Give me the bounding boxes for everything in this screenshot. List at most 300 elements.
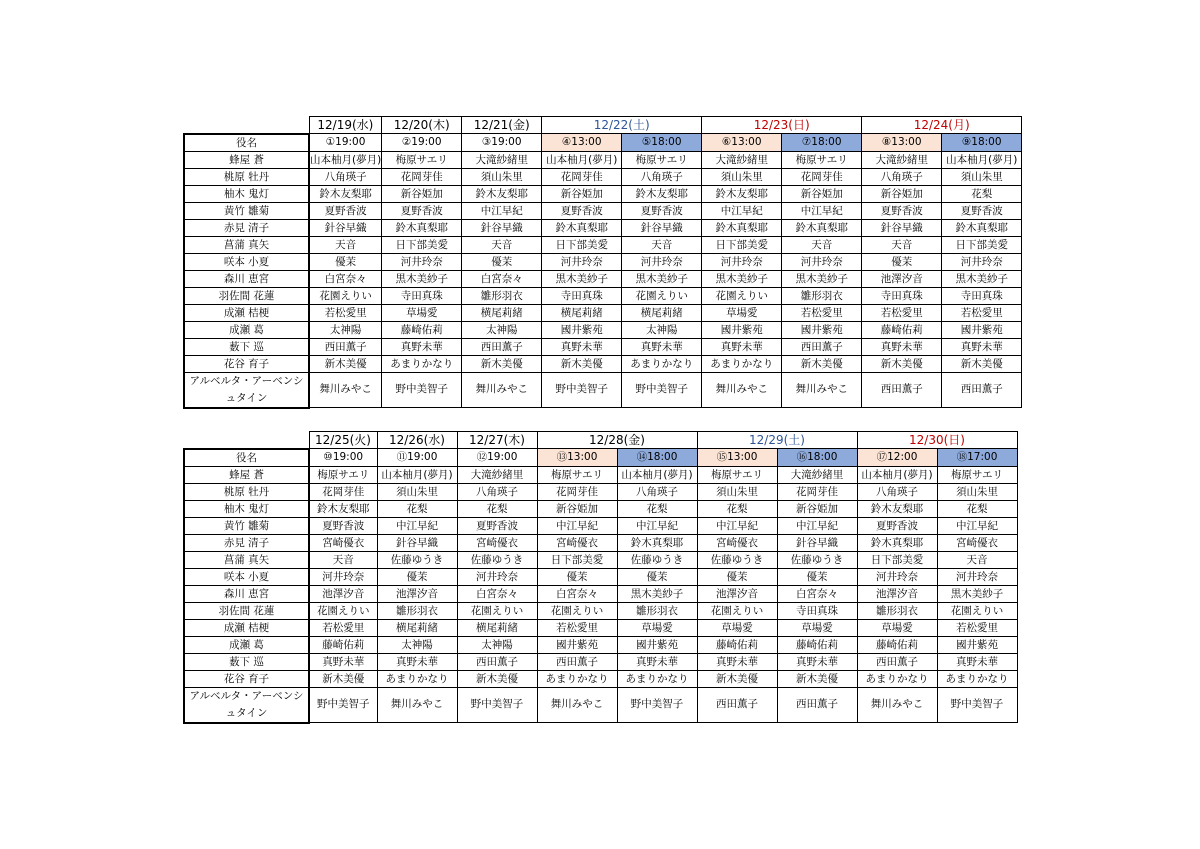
cast-name: 河井玲奈: [702, 253, 782, 270]
cast-name: 鈴木友梨耶: [622, 185, 702, 202]
cast-name: 花岡芽佳: [537, 483, 617, 500]
cast-name: 優茉: [697, 568, 777, 585]
cast-name: 日下部美愛: [537, 551, 617, 568]
role-name: 成瀬 桔梗: [184, 304, 309, 321]
cast-name: 國井紫苑: [537, 636, 617, 653]
cast-name: 山本柚月(夢月): [617, 466, 697, 483]
cast-name: 太神陽: [309, 321, 382, 338]
cast-name: 新谷姫加: [542, 185, 622, 202]
cast-name: 太神陽: [462, 321, 542, 338]
show-time: ⑰12:00: [857, 449, 937, 467]
cast-name: 河井玲奈: [382, 253, 462, 270]
cast-name: 花園えりい: [309, 287, 382, 304]
cast-name: 草場愛: [697, 619, 777, 636]
role-name: 薮下 巡: [184, 653, 309, 670]
cast-name: 鈴木真梨耶: [382, 219, 462, 236]
cast-name: 横尾莉緒: [377, 619, 457, 636]
cast-name: 夏野香波: [382, 202, 462, 219]
cast-name: 夏野香波: [622, 202, 702, 219]
cast-name: 佐藤ゆうき: [777, 551, 857, 568]
cast-row: [184, 338, 1022, 355]
cast-name: 新木美優: [777, 670, 857, 687]
cast-name: 草場愛: [382, 304, 462, 321]
cast-name: 梅原サエリ: [309, 466, 377, 483]
cast-name: 大滝紗緒里: [462, 151, 542, 168]
cast-name: 國井紫苑: [542, 321, 622, 338]
cast-name: 若松愛里: [937, 619, 1017, 636]
cast-name: 草場愛: [857, 619, 937, 636]
cast-row: [184, 151, 1022, 168]
show-time: ⑱17:00: [937, 449, 1017, 467]
cast-name: 須山朱里: [377, 483, 457, 500]
show-time: ⑫19:00: [457, 449, 537, 467]
cast-row: [184, 287, 1022, 304]
cast-name: 優茉: [309, 253, 382, 270]
cast-name: 天音: [782, 236, 862, 253]
cast-name: 中江早紀: [462, 202, 542, 219]
cast-name: 花岡芽佳: [309, 483, 377, 500]
cast-name: 天音: [462, 236, 542, 253]
cast-name: 花園えりい: [937, 602, 1017, 619]
cast-name: 草場愛: [617, 619, 697, 636]
show-time: ⑨18:00: [942, 134, 1022, 152]
cast-name: 花岡芽佳: [782, 168, 862, 185]
cast-name: 太神陽: [622, 321, 702, 338]
cast-name: 雛形羽衣: [857, 602, 937, 619]
date-header: 12/26(水): [377, 432, 457, 449]
cast-name: 真野未華: [862, 338, 942, 355]
cast-name: 佐藤ゆうき: [617, 551, 697, 568]
cast-name: 新木美優: [942, 355, 1022, 372]
cast-row: [184, 687, 1017, 723]
cast-row: [184, 466, 1017, 483]
cast-name: 山本柚月(夢月): [309, 151, 382, 168]
date-header: 12/23(日): [702, 117, 862, 134]
cast-name: 須山朱里: [702, 168, 782, 185]
cast-name: 國井紫苑: [782, 321, 862, 338]
date-header: 12/30(日): [857, 432, 1017, 449]
cast-name: 大滝紗緒里: [457, 466, 537, 483]
role-name: 蜂屋 蒼: [184, 151, 309, 168]
cast-name: 宮崎優衣: [937, 534, 1017, 551]
cast-name: 花梨: [942, 185, 1022, 202]
date-header: 12/20(木): [382, 117, 462, 134]
cast-name: 中江早紀: [702, 202, 782, 219]
role-header: 役名: [184, 449, 309, 467]
role-name: 成瀬 葛: [184, 321, 309, 338]
cast-name: 藤崎佑莉: [862, 321, 942, 338]
show-time-row: [184, 134, 1022, 152]
role-name: 柚木 鬼灯: [184, 500, 309, 517]
cast-name: 夏野香波: [309, 517, 377, 534]
cast-name: 山本柚月(夢月): [542, 151, 622, 168]
cast-name: 中江早紀: [937, 517, 1017, 534]
cast-name: 池澤汐音: [857, 585, 937, 602]
cast-name: 横尾莉緒: [542, 304, 622, 321]
cast-name: 針谷早織: [622, 219, 702, 236]
cast-name: 黒木美紗子: [622, 270, 702, 287]
cast-row: [184, 355, 1022, 372]
cast-name: 梅原サエリ: [697, 466, 777, 483]
cast-name: 鈴木真梨耶: [942, 219, 1022, 236]
cast-name: 天音: [862, 236, 942, 253]
cast-name: 西田薫子: [457, 653, 537, 670]
cast-name: 白宮奈々: [537, 585, 617, 602]
cast-name: 池澤汐音: [862, 270, 942, 287]
cast-name: 新木美優: [542, 355, 622, 372]
cast-name: 藤崎佑莉: [777, 636, 857, 653]
cast-name: 舞川みやこ: [702, 372, 782, 408]
role-name: 成瀬 葛: [184, 636, 309, 653]
cast-name: 真野未華: [377, 653, 457, 670]
cast-name: 西田薫子: [777, 687, 857, 723]
cast-row: [184, 636, 1017, 653]
cast-name: 中江早紀: [697, 517, 777, 534]
cast-name: 花梨: [377, 500, 457, 517]
cast-name: 藤崎佑莉: [857, 636, 937, 653]
cast-name: 横尾莉緒: [622, 304, 702, 321]
cast-name: 夏野香波: [862, 202, 942, 219]
cast-name: あまりかなり: [702, 355, 782, 372]
cast-name: 真野未華: [942, 338, 1022, 355]
date-header: 12/29(土): [697, 432, 857, 449]
cast-name: 河井玲奈: [782, 253, 862, 270]
cast-name: あまりかなり: [377, 670, 457, 687]
cast-name: 花園えりい: [457, 602, 537, 619]
cast-name: 黒木美紗子: [542, 270, 622, 287]
cast-name: あまりかなり: [857, 670, 937, 687]
cast-name: 西田薫子: [462, 338, 542, 355]
cast-name: 野中美智子: [617, 687, 697, 723]
cast-name: 鈴木真梨耶: [542, 219, 622, 236]
role-name: 菖蒲 真矢: [184, 236, 309, 253]
cast-name: 舞川みやこ: [462, 372, 542, 408]
blank-corner: [184, 117, 309, 134]
cast-name: 寺田真珠: [862, 287, 942, 304]
date-header: 12/27(木): [457, 432, 537, 449]
cast-name: 國井紫苑: [937, 636, 1017, 653]
cast-name: 花園えりい: [697, 602, 777, 619]
cast-name: 新谷姫加: [862, 185, 942, 202]
cast-name: 花梨: [617, 500, 697, 517]
cast-name: 中江早紀: [777, 517, 857, 534]
cast-name: 優茉: [862, 253, 942, 270]
cast-name: 日下部美愛: [382, 236, 462, 253]
cast-name: 優茉: [617, 568, 697, 585]
cast-name: 新木美優: [782, 355, 862, 372]
cast-row: [184, 551, 1017, 568]
cast-name: 天音: [309, 551, 377, 568]
cast-name: 八角瑛子: [309, 168, 382, 185]
cast-row: [184, 602, 1017, 619]
cast-name: 野中美智子: [937, 687, 1017, 723]
cast-name: 真野未華: [617, 653, 697, 670]
role-name: 桃原 牡丹: [184, 168, 309, 185]
cast-name: 西田薫子: [309, 338, 382, 355]
cast-name: 鈴木友梨耶: [309, 500, 377, 517]
role-name: 黄竹 雛菊: [184, 202, 309, 219]
cast-name: 真野未華: [937, 653, 1017, 670]
cast-name: 鈴木真梨耶: [617, 534, 697, 551]
cast-name: 新谷姫加: [382, 185, 462, 202]
role-name: 咲本 小夏: [184, 568, 309, 585]
cast-name: 野中美智子: [457, 687, 537, 723]
role-name: 成瀬 桔梗: [184, 619, 309, 636]
cast-name: 夏野香波: [857, 517, 937, 534]
cast-name: 河井玲奈: [542, 253, 622, 270]
cast-name: 山本柚月(夢月): [942, 151, 1022, 168]
cast-name: あまりかなり: [537, 670, 617, 687]
cast-name: 雛形羽衣: [782, 287, 862, 304]
cast-name: 夏野香波: [309, 202, 382, 219]
cast-name: 針谷早織: [777, 534, 857, 551]
cast-name: 若松愛里: [782, 304, 862, 321]
show-time: ⑭18:00: [617, 449, 697, 467]
cast-name: 八角瑛子: [622, 168, 702, 185]
cast-row: [184, 619, 1017, 636]
role-name: 菖蒲 真矢: [184, 551, 309, 568]
cast-name: 新谷姫加: [537, 500, 617, 517]
cast-name: 横尾莉緒: [462, 304, 542, 321]
cast-name: 雛形羽衣: [462, 287, 542, 304]
cast-name: 鈴木真梨耶: [782, 219, 862, 236]
cast-name: 西田薫子: [537, 653, 617, 670]
cast-name: 新木美優: [462, 355, 542, 372]
cast-name: 寺田真珠: [542, 287, 622, 304]
show-time: ⑬13:00: [537, 449, 617, 467]
cast-name: 天音: [937, 551, 1017, 568]
cast-name: 真野未華: [697, 653, 777, 670]
cast-name: 夏野香波: [942, 202, 1022, 219]
cast-name: 花園えりい: [537, 602, 617, 619]
date-header: 12/24(月): [862, 117, 1022, 134]
show-time: ⑧13:00: [862, 134, 942, 152]
cast-name: 佐藤ゆうき: [377, 551, 457, 568]
cast-name: 中江早紀: [617, 517, 697, 534]
cast-name: 太神陽: [457, 636, 537, 653]
cast-name: 寺田真珠: [777, 602, 857, 619]
cast-name: 若松愛里: [862, 304, 942, 321]
cast-name: 新木美優: [457, 670, 537, 687]
cast-name: 池澤汐音: [377, 585, 457, 602]
cast-name: 天音: [309, 236, 382, 253]
show-time: ⑯18:00: [777, 449, 857, 467]
cast-row: [184, 500, 1017, 517]
cast-name: 夏野香波: [457, 517, 537, 534]
role-name: 赤見 清子: [184, 219, 309, 236]
show-time: ④13:00: [542, 134, 622, 152]
cast-name: 日下部美愛: [942, 236, 1022, 253]
cast-name: 宮崎優衣: [697, 534, 777, 551]
cast-name: 宮崎優衣: [457, 534, 537, 551]
cast-name: 真野未華: [702, 338, 782, 355]
role-name: 柚木 鬼灯: [184, 185, 309, 202]
cast-name: 黒木美紗子: [942, 270, 1022, 287]
cast-name: 黒木美紗子: [937, 585, 1017, 602]
cast-name: 國井紫苑: [702, 321, 782, 338]
cast-name: 河井玲奈: [857, 568, 937, 585]
cast-name: 佐藤ゆうき: [457, 551, 537, 568]
show-time: ⑩19:00: [309, 449, 377, 467]
cast-name: 河井玲奈: [457, 568, 537, 585]
cast-name: 白宮奈々: [457, 585, 537, 602]
cast-name: 新谷姫加: [777, 500, 857, 517]
cast-schedule-table-2: [183, 431, 1018, 724]
cast-name: 真野未華: [309, 653, 377, 670]
cast-row: [184, 253, 1022, 270]
role-header: 役名: [184, 134, 309, 152]
cast-name: 草場愛: [777, 619, 857, 636]
cast-row: [184, 670, 1017, 687]
cast-name: 八角瑛子: [457, 483, 537, 500]
cast-name: 八角瑛子: [857, 483, 937, 500]
role-name: 羽佐間 花蓮: [184, 287, 309, 304]
cast-name: 舞川みやこ: [857, 687, 937, 723]
cast-name: 梅原サエリ: [382, 151, 462, 168]
cast-name: 花岡芽佳: [542, 168, 622, 185]
cast-name: 鈴木真梨耶: [857, 534, 937, 551]
role-name: アルベルタ・アーベンシュタイン: [184, 687, 309, 723]
cast-name: 花園えりい: [622, 287, 702, 304]
cast-row: [184, 372, 1022, 408]
cast-name: 太神陽: [377, 636, 457, 653]
cast-name: 寺田真珠: [942, 287, 1022, 304]
show-time: ⑤18:00: [622, 134, 702, 152]
cast-name: 夏野香波: [542, 202, 622, 219]
show-time: ③19:00: [462, 134, 542, 152]
cast-name: 針谷早織: [309, 219, 382, 236]
cast-row: [184, 219, 1022, 236]
role-name: アルベルタ・アーベンシュタイン: [184, 372, 309, 408]
cast-name: 新木美優: [697, 670, 777, 687]
cast-name: あまりかなり: [622, 355, 702, 372]
cast-name: 宮崎優衣: [537, 534, 617, 551]
date-header: 12/21(金): [462, 117, 542, 134]
cast-name: 針谷早織: [862, 219, 942, 236]
date-header-row: [184, 432, 1017, 449]
cast-row: [184, 483, 1017, 500]
cast-name: 優茉: [462, 253, 542, 270]
role-name: 森川 恵宮: [184, 585, 309, 602]
cast-name: 梅原サエリ: [937, 466, 1017, 483]
cast-name: 野中美智子: [542, 372, 622, 408]
cast-name: 真野未華: [382, 338, 462, 355]
role-name: 黄竹 雛菊: [184, 517, 309, 534]
cast-name: 須山朱里: [937, 483, 1017, 500]
cast-name: 雛形羽衣: [377, 602, 457, 619]
cast-name: 藤崎佑莉: [697, 636, 777, 653]
cast-name: 真野未華: [777, 653, 857, 670]
cast-name: 針谷早織: [462, 219, 542, 236]
cast-name: 優茉: [777, 568, 857, 585]
cast-name: 國井紫苑: [617, 636, 697, 653]
cast-row: [184, 321, 1022, 338]
date-header: 12/19(水): [309, 117, 382, 134]
cast-name: 新木美優: [309, 670, 377, 687]
cast-name: あまりかなり: [617, 670, 697, 687]
cast-name: 鈴木友梨耶: [462, 185, 542, 202]
cast-name: 中江早紀: [782, 202, 862, 219]
cast-name: 鈴木真梨耶: [702, 219, 782, 236]
cast-name: 鈴木友梨耶: [857, 500, 937, 517]
cast-name: 優茉: [537, 568, 617, 585]
cast-name: 花梨: [937, 500, 1017, 517]
cast-row: [184, 304, 1022, 321]
cast-name: 池澤汐音: [309, 585, 377, 602]
cast-name: 西田薫子: [862, 372, 942, 408]
cast-name: 日下部美愛: [542, 236, 622, 253]
cast-name: 黒木美紗子: [382, 270, 462, 287]
cast-name: 大滝紗緒里: [862, 151, 942, 168]
cast-row: [184, 202, 1022, 219]
cast-name: 大滝紗緒里: [702, 151, 782, 168]
cast-name: 花梨: [697, 500, 777, 517]
cast-row: [184, 236, 1022, 253]
cast-name: あまりかなり: [937, 670, 1017, 687]
role-name: 花谷 育子: [184, 670, 309, 687]
cast-name: 中江早紀: [377, 517, 457, 534]
cast-schedule-table-1: [183, 116, 1022, 409]
cast-name: 藤崎佑莉: [309, 636, 377, 653]
cast-name: 若松愛里: [942, 304, 1022, 321]
cast-name: 若松愛里: [537, 619, 617, 636]
cast-name: 宮崎優衣: [309, 534, 377, 551]
cast-name: 雛形羽衣: [617, 602, 697, 619]
cast-name: 中江早紀: [537, 517, 617, 534]
cast-name: 寺田真珠: [382, 287, 462, 304]
date-header: 12/22(土): [542, 117, 702, 134]
role-name: 森川 恵宮: [184, 270, 309, 287]
cast-name: 西田薫子: [857, 653, 937, 670]
cast-name: あまりかなり: [382, 355, 462, 372]
cast-name: 草場愛: [702, 304, 782, 321]
cast-name: 新谷姫加: [782, 185, 862, 202]
cast-name: 新木美優: [862, 355, 942, 372]
cast-name: 若松愛里: [309, 304, 382, 321]
cast-name: 佐藤ゆうき: [697, 551, 777, 568]
role-name: 薮下 巡: [184, 338, 309, 355]
cast-name: 須山朱里: [697, 483, 777, 500]
cast-name: 花岡芽佳: [382, 168, 462, 185]
cast-name: 池澤汐音: [697, 585, 777, 602]
cast-name: 黒木美紗子: [702, 270, 782, 287]
cast-name: 八角瑛子: [617, 483, 697, 500]
cast-name: 河井玲奈: [937, 568, 1017, 585]
role-name: 桃原 牡丹: [184, 483, 309, 500]
cast-name: 天音: [622, 236, 702, 253]
cast-name: 鈴木友梨耶: [702, 185, 782, 202]
cast-name: 舞川みやこ: [377, 687, 457, 723]
cast-row: [184, 585, 1017, 602]
cast-name: 真野未華: [542, 338, 622, 355]
cast-name: 日下部美愛: [702, 236, 782, 253]
date-header: 12/25(火): [309, 432, 377, 449]
cast-name: 真野未華: [622, 338, 702, 355]
role-name: 咲本 小夏: [184, 253, 309, 270]
cast-name: 花岡芽佳: [777, 483, 857, 500]
cast-name: 野中美智子: [382, 372, 462, 408]
cast-name: 野中美智子: [309, 687, 377, 723]
cast-name: 針谷早織: [377, 534, 457, 551]
show-time-row: [184, 449, 1017, 467]
show-time: ⑪19:00: [377, 449, 457, 467]
role-name: 蜂屋 蒼: [184, 466, 309, 483]
cast-row: [184, 568, 1017, 585]
cast-name: 河井玲奈: [309, 568, 377, 585]
blank-corner: [184, 432, 309, 449]
cast-name: 梅原サエリ: [537, 466, 617, 483]
cast-name: 若松愛里: [309, 619, 377, 636]
